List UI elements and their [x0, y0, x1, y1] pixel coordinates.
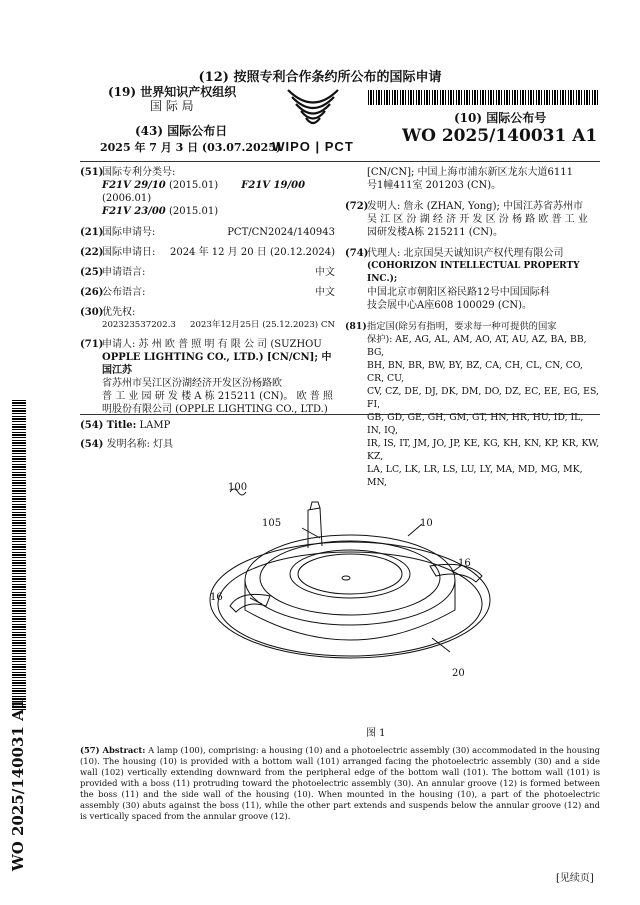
applicant-cont-2: 号1幢411室 201203 (CN)。 — [367, 180, 502, 191]
ipc-line-2: F21V 23/00 (2015.01) — [102, 206, 219, 217]
ipc-line-1: F21V 29/10 (2015.01) F21V 19/00 (2006.01) — [102, 180, 306, 204]
ref-10: 10 — [420, 518, 433, 529]
continued-label: [见续页] — [556, 873, 594, 884]
abstract — [80, 745, 600, 822]
ref-16-left: 16 — [210, 592, 223, 603]
field-81: (81) 指定国(除另有指明，要求每一种可提供的国家 保护): AE, AG, AL, AM, AO, AT, AU, AZ, BA, BB, BG, BH, BN, BR, BW, BY, BZ, CA, CH, CL, CN, CO, CR, CU, CV, CZ, DE, DJ, DK, DM, DO, DZ, EC, EE, EG, ES, FI, GB, GD, GE, GH, GM, GT, HN, HR, HU, ID, IL, IN, IQ, IR, IS, IT, JM, JO, JP, KE, KG, KH, KN, KP, KR, KW, KZ, LA, LC, LK, LR, LS, LU, LY, MA, MD, MG, MK, MN, — [345, 321, 600, 488]
abstract-label: (57) Abstract: — [80, 745, 146, 755]
wipo-pct-label: WIPO | PCT — [272, 139, 354, 154]
field-21: (21) 国际申请号: PCT/CN2024/140943 — [80, 227, 335, 238]
applicant-line-3: 省苏州市吴江区汾湖经济开发区汾杨路欧 — [102, 378, 282, 389]
applicant-line-4: 普 工 业 园 研 发 楼 A 栋 215211 (CN)。 欧 普 照 — [102, 391, 333, 402]
header-divider — [80, 161, 600, 162]
ref-105: 105 — [262, 518, 282, 529]
field-71: (71) 申请人: 苏 州 欧 普 照 明 有 限 公 司 (SUZHOU OPPLE LIGHTING CO., LTD.) [CN/CN]; 中国江苏 省苏州市吴江区汾湖经济开发区汾杨路欧 普 工 业 园 研 发 楼 A 栋 215211 (CN)。 欧 普 照 明股份有限公司 (OPPLE LIGHTING CO., LTD.) — [80, 338, 335, 416]
wipo-logo — [268, 85, 358, 155]
ref-16-right: 16 — [458, 558, 471, 569]
intl-bureau: 国 际 局 — [150, 99, 194, 113]
title-en: (54) Title: LAMP — [80, 420, 171, 431]
right-bibliographic-column — [345, 166, 600, 489]
applicant-cont-1: [CN/CN]; 中国上海市浦东新区龙东大道6111 — [367, 167, 573, 178]
side-barcode — [12, 400, 26, 710]
priority-entry: 202323537202.3 2023年12月25日 (25.12.2023) CN — [102, 320, 335, 330]
pub-date: 2025 年 7 月 3 日 (03.07.2025) — [100, 141, 282, 154]
field-26: (26) 公布语言: 中文 — [80, 287, 335, 298]
field-25: (25) 申请语言: 中文 — [80, 267, 335, 278]
field-22: (22) 国际申请日: 2024 年 12 月 20 日 (20.12.2024) — [80, 247, 335, 258]
field-30: (30) 优先权: — [80, 307, 136, 318]
title-cn: (54) 发明名称: 灯具 — [80, 439, 174, 450]
pub-no: WO 2025/140031 A1 — [402, 126, 598, 146]
applicant-line-5: 明股份有限公司 (OPPLE LIGHTING CO., LTD.) — [102, 404, 328, 415]
left-bibliographic-column — [80, 166, 335, 416]
ref-20: 20 — [452, 668, 465, 679]
pub-no-label: (10) 国际公布号 — [454, 111, 547, 125]
applicant-line-2: OPPLE LIGHTING CO., LTD.) [CN/CN]; 中国江苏 — [102, 352, 332, 376]
applicant-line-1: 申请人: 苏 州 欧 普 照 明 有 限 公 司 (SUZHOU — [102, 339, 322, 350]
wipo-globe-icon — [268, 85, 358, 135]
field-51: (51) 国际专利分类号: — [80, 167, 176, 178]
field-74: (74) 代理人: 北京国昊天诚知识产权代理有限公司 (COHORIZON INTELLECTUAL PROPERTY INC.); 中国北京市朝阳区裕民路12号中国国际科 技会展中心A座608 100029 (CN)。 — [345, 248, 580, 311]
side-pub-no: WO 2025/140031 A1 — [9, 698, 27, 872]
ref-100: 100 — [228, 482, 248, 493]
field-72: (72) 发明人: 詹永 (ZHAN, Yong); 中国江苏省苏州市 吴 江 区 汾 湖 经 济 开 发 区 汾 杨 路 欧 普 工 业 园研发楼A栋 215211 (CN)。 — [345, 201, 588, 238]
wipo-org-name: (19) 世界知识产权组织 — [108, 85, 237, 99]
document-title: (12) 按照专利合作条约所公布的国际申请 — [198, 70, 442, 85]
abstract-text: A lamp (100), comprising: a housing (10) and a photoelectric assembly (30) accommodated in the housing (10). The housing (10) is provided with a bottom wall (101) arranged facing the photoelectric assembly (30) and a side wall (102) vertically extending downward from the peripheral edge of the bottom wall (101). The bottom wall (101) is provided with a boss (11) protruding toward the photoelectric assembly (30). An annular groove (12) is formed between the boss (11) and the side wall of the housing (10). When mounted in the housing (10), a part of the photoelectric assembly (30) abuts against the boss (11), while the other part extends and suspends below the annular groove (12) and is vertically spaced from the annular groove (12). — [80, 745, 600, 821]
top-barcode — [368, 90, 600, 105]
lamp-figure — [200, 480, 500, 700]
figure-caption: 图 1 — [366, 728, 386, 739]
title-divider — [80, 414, 600, 415]
pub-date-label: (43) 国际公布日 — [135, 124, 228, 138]
